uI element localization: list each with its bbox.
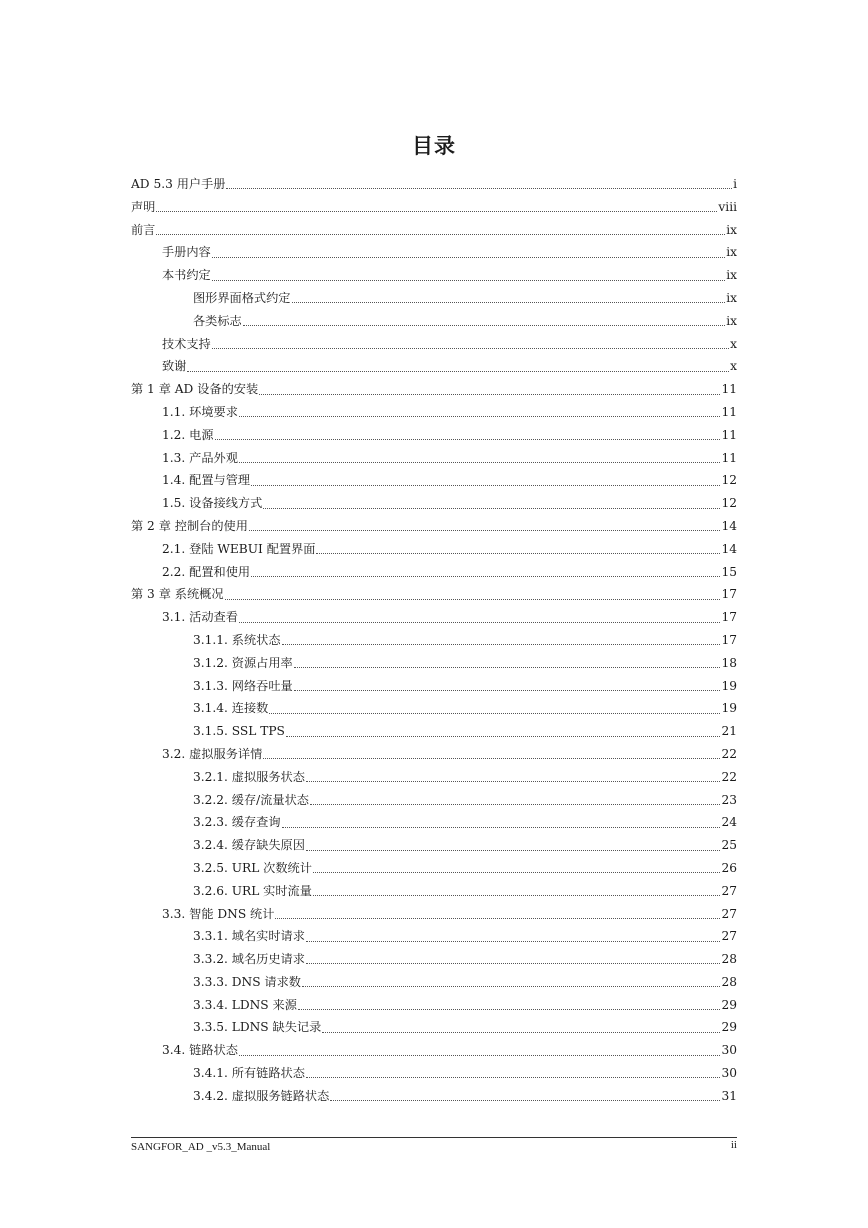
toc-entry[interactable] (131, 196, 737, 219)
toc-entry[interactable] (131, 241, 737, 264)
toc-entry-page-number: 28 (721, 974, 737, 989)
toc-dot-leader (251, 565, 720, 579)
toc-dot-leader (302, 975, 721, 989)
toc-entry-page-number: 21 (721, 724, 737, 739)
toc-entry-label: 3.3.5. LDNS 缺失记录 (193, 1020, 322, 1035)
toc-dot-leader (269, 702, 720, 716)
toc-entry-label: 3.4.2. 虚拟服务链路状态 (193, 1088, 330, 1103)
toc-entry[interactable] (131, 857, 737, 880)
toc-entry-page-number: 22 (721, 746, 737, 761)
toc-entry-page-number: 27 (721, 906, 737, 921)
toc-entry-page-number: 27 (721, 929, 737, 944)
toc-entry-label: 3.2.4. 缓存缺失原因 (193, 838, 305, 853)
toc-dot-leader (212, 246, 725, 260)
toc-entry[interactable] (131, 948, 737, 971)
toc-entry-page-number: ix (726, 313, 737, 328)
toc-entry-page-number: 11 (721, 382, 737, 397)
toc-entry-page-number: 14 (721, 541, 737, 556)
toc-dot-leader (156, 223, 725, 237)
toc-entry-label: 3.3. 智能 DNS 统计 (162, 906, 275, 921)
toc-entry-page-number: 26 (721, 860, 737, 875)
toc-entry-page-number: ix (726, 290, 737, 305)
toc-entry-label: 2.2. 配置和使用 (162, 564, 251, 579)
toc-entry[interactable] (131, 424, 737, 447)
toc-dot-leader (306, 952, 721, 966)
toc-dot-leader (263, 747, 720, 761)
toc-entry-label: 3.3.3. DNS 请求数 (193, 974, 301, 989)
toc-entry-label: 3.1.1. 系统状态 (193, 632, 281, 647)
toc-dot-leader (282, 816, 721, 830)
toc-entry[interactable] (131, 447, 737, 470)
toc-entry-page-number: 27 (721, 883, 737, 898)
toc-entry[interactable] (131, 903, 737, 926)
toc-entry[interactable] (131, 287, 737, 310)
toc-dot-leader (239, 451, 721, 465)
toc-entry-label: 3.1. 活动查看 (162, 610, 238, 625)
toc-dot-leader (212, 337, 729, 351)
page-title: 目录 (412, 134, 456, 158)
toc-dot-leader (259, 383, 720, 397)
toc-dot-leader (187, 360, 729, 374)
toc-entry-label: 致谢 (162, 359, 187, 374)
footer-divider (131, 1137, 737, 1138)
toc-dot-leader (275, 907, 720, 921)
toc-entry[interactable] (131, 629, 737, 652)
toc-entry[interactable] (131, 401, 737, 424)
toc-entry-label: 1.2. 电源 (162, 427, 214, 442)
toc-entry[interactable] (131, 492, 737, 515)
toc-entry-label: 声明 (131, 199, 156, 214)
toc-dot-leader (215, 428, 721, 442)
toc-entry-label: 3.1.2. 资源占用率 (193, 655, 293, 670)
toc-entry-label: 3.1.3. 网络吞吐量 (193, 678, 293, 693)
toc-dot-leader (243, 314, 725, 328)
toc-dot-leader (292, 291, 726, 305)
toc-entry-page-number: 11 (721, 404, 737, 419)
toc-entry[interactable] (131, 652, 737, 675)
toc-dot-leader (239, 611, 721, 625)
toc-dot-leader (249, 519, 721, 533)
toc-entry-page-number: 17 (721, 587, 737, 602)
toc-entry-page-number: 18 (721, 655, 737, 670)
toc-entry-page-number: 12 (721, 473, 737, 488)
toc-entry[interactable] (131, 264, 737, 287)
toc-entry[interactable] (131, 834, 737, 857)
toc-entry-page-number: 11 (721, 427, 737, 442)
toc-entry-label: 3.2.5. URL 次数统计 (193, 860, 312, 875)
toc-entry-label: 前言 (131, 222, 156, 237)
toc-entry-page-number: 19 (721, 701, 737, 716)
toc-entry-page-number: 11 (721, 450, 737, 465)
toc-entry[interactable] (131, 538, 737, 561)
toc-entry[interactable] (131, 971, 737, 994)
toc-entry-page-number: 24 (721, 815, 737, 830)
toc-entry-label: 3.3.1. 域名实时请求 (193, 929, 305, 944)
toc-entry-label: 3.1.4. 连接数 (193, 701, 269, 716)
toc-dot-leader (313, 861, 721, 875)
toc-entry[interactable] (131, 994, 737, 1017)
toc-dot-leader (286, 725, 721, 739)
toc-entry-page-number: 12 (721, 496, 737, 511)
toc-entry-label: 第 1 章 AD 设备的安装 (131, 382, 259, 397)
toc-dot-leader (313, 884, 721, 898)
toc-entry-page-number: ix (726, 245, 737, 260)
toc-entry[interactable] (131, 173, 737, 196)
table-of-contents (131, 173, 737, 1108)
toc-entry[interactable] (131, 675, 737, 698)
toc-entry[interactable] (131, 720, 737, 743)
toc-entry-page-number: 19 (721, 678, 737, 693)
toc-entry[interactable] (131, 583, 737, 606)
toc-entry-page-number: ix (726, 268, 737, 283)
toc-entry[interactable] (131, 219, 737, 242)
toc-entry[interactable] (131, 697, 737, 720)
toc-dot-leader (282, 633, 721, 647)
toc-dot-leader (322, 1021, 720, 1035)
toc-entry-label: 3.4.1. 所有链路状态 (193, 1066, 305, 1081)
toc-entry-page-number: x (730, 359, 737, 374)
toc-entry-page-number: 31 (721, 1088, 737, 1103)
toc-entry-label: 图形界面格式约定 (193, 290, 291, 305)
toc-entry-label: 3.3.2. 域名历史请求 (193, 952, 305, 967)
toc-dot-leader (306, 1066, 721, 1080)
toc-entry-page-number: i (733, 177, 737, 191)
toc-entry-page-number: 17 (721, 610, 737, 625)
toc-dot-leader (251, 474, 720, 488)
toc-entry[interactable] (131, 811, 737, 834)
toc-entry-label: 第 2 章 控制台的使用 (131, 518, 248, 533)
toc-entry-page-number: 30 (721, 1066, 737, 1081)
toc-entry-page-number: 28 (721, 952, 737, 967)
toc-dot-leader (212, 269, 725, 283)
toc-entry-page-number: x (730, 336, 737, 351)
toc-entry-page-number: 30 (721, 1043, 737, 1058)
toc-entry-label: 手册内容 (162, 245, 211, 260)
toc-entry[interactable] (131, 880, 737, 903)
toc-entry-page-number: viii (718, 199, 737, 214)
footer-page-number: ii (730, 1139, 737, 1151)
toc-entry[interactable] (131, 766, 737, 789)
toc-dot-leader (226, 177, 732, 191)
toc-dot-leader (330, 1089, 720, 1103)
toc-entry[interactable] (131, 1039, 737, 1062)
toc-dot-leader (263, 497, 720, 511)
toc-entry-page-number: 23 (721, 792, 737, 807)
toc-dot-leader (239, 1044, 721, 1058)
toc-entry-label: 3.2.2. 缓存/流量状态 (193, 792, 309, 807)
toc-dot-leader (294, 679, 721, 693)
toc-entry-page-number: 29 (721, 997, 737, 1012)
toc-entry[interactable] (131, 469, 737, 492)
toc-entry-label: 3.2.3. 缓存查询 (193, 815, 281, 830)
toc-entry-page-number: 22 (721, 769, 737, 784)
toc-entry-label: 1.3. 产品外观 (162, 450, 238, 465)
toc-entry-page-number: 25 (721, 838, 737, 853)
toc-entry-label: 3.1.5. SSL TPS (193, 724, 285, 739)
toc-entry-label: 1.4. 配置与管理 (162, 473, 251, 488)
toc-entry[interactable] (131, 1062, 737, 1085)
toc-entry-label: 1.1. 环境要求 (162, 404, 238, 419)
toc-entry[interactable] (131, 561, 737, 584)
toc-entry-label: 1.5. 设备接线方式 (162, 496, 263, 511)
toc-entry[interactable] (131, 606, 737, 629)
toc-entry-page-number: 29 (721, 1020, 737, 1035)
toc-entry-page-number: 17 (721, 632, 737, 647)
toc-entry-label: 3.3.4. LDNS 来源 (193, 997, 297, 1012)
toc-entry[interactable] (131, 743, 737, 766)
toc-entry[interactable] (131, 1085, 737, 1108)
toc-entry-page-number: 14 (721, 518, 737, 533)
toc-entry[interactable] (131, 310, 737, 333)
toc-dot-leader (298, 998, 721, 1012)
toc-entry[interactable] (131, 925, 737, 948)
toc-entry[interactable] (131, 355, 737, 378)
toc-entry[interactable] (131, 789, 737, 812)
toc-entry-label: 3.2.6. URL 实时流量 (193, 883, 312, 898)
toc-dot-leader (225, 588, 721, 602)
toc-entry-label: AD 5.3 用户手册 (131, 177, 226, 191)
toc-dot-leader (306, 930, 721, 944)
toc-entry-label: 本书约定 (162, 268, 211, 283)
toc-dot-leader (156, 200, 717, 214)
toc-dot-leader (316, 542, 720, 556)
toc-dot-leader (306, 770, 721, 784)
toc-entry-label: 2.1. 登陆 WEBUI 配置界面 (162, 541, 316, 556)
toc-entry[interactable] (131, 1016, 737, 1039)
toc-entry[interactable] (131, 333, 737, 356)
toc-entry[interactable] (131, 378, 737, 401)
toc-entry-label: 3.2. 虚拟服务详情 (162, 746, 263, 761)
toc-dot-leader (310, 793, 720, 807)
toc-dot-leader (306, 839, 721, 853)
toc-entry-label: 3.2.1. 虚拟服务状态 (193, 769, 305, 784)
toc-entry-page-number: ix (726, 222, 737, 237)
toc-entry-label: 第 3 章 系统概况 (131, 587, 224, 602)
footer-document-name: SANGFOR_AD _v5.3_Manual (131, 1141, 271, 1153)
toc-entry-label: 各类标志 (193, 313, 242, 328)
toc-entry-label: 3.4. 链路状态 (162, 1043, 238, 1058)
toc-entry-page-number: 15 (721, 564, 737, 579)
toc-dot-leader (294, 656, 721, 670)
toc-dot-leader (239, 405, 721, 419)
toc-entry[interactable] (131, 515, 737, 538)
toc-entry-label: 技术支持 (162, 336, 211, 351)
